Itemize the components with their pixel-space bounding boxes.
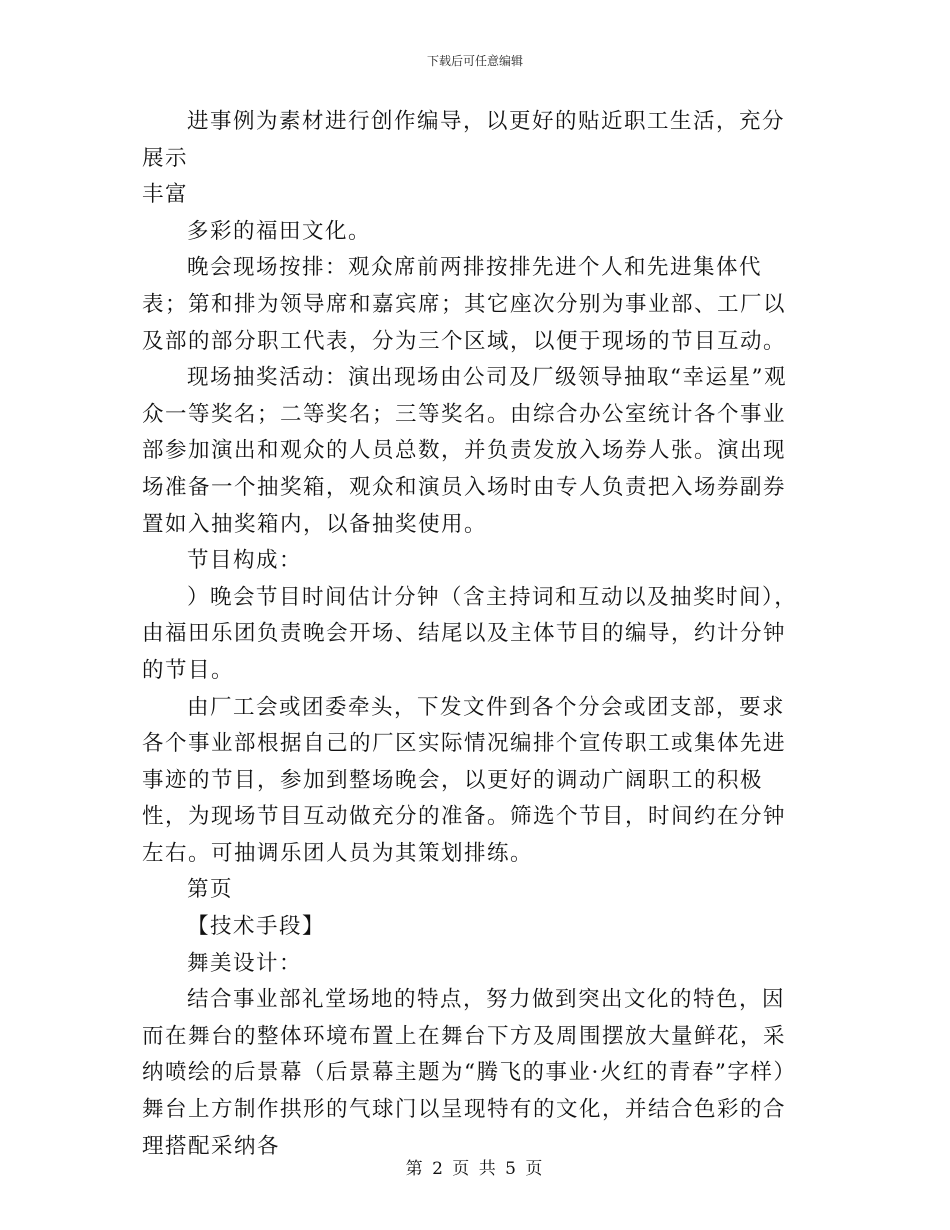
paragraph: 舞美设计： bbox=[187, 950, 303, 976]
header-note: 下载后可任意编辑 bbox=[426, 54, 523, 68]
paragraph: 进事例为素材进行创作编导，以更好的贴近职工生活，充分展示 bbox=[142, 109, 786, 171]
paragraph: 晚会现场按排：观众席前两排按排先进个人和先进集体代表；第和排为领导席和嘉宾席；其它座次分别为事业部、工厂以及部的部分职工代表，分为三个区域，以便于现场的节目互动。 bbox=[142, 255, 787, 354]
document-body bbox=[142, 104, 807, 1165]
paragraph: 现场抽奖活动：演出现场由公司及厂级领导抽取“幸运星”观众一等奖名；二等奖名；三等奖名。由综合办公室统计各个事业部参加演出和观众的人员总数，并负责发放入场券人张。演出现场准备一个抽奖箱，观众和演员入场时由专人负责把入场券副券置如入抽奖箱内，以备抽奖使用。 bbox=[142, 365, 787, 537]
section-heading: 【技术手段】 bbox=[187, 914, 326, 940]
paragraph: ）晚会节目时间估计分钟（含主持词和互动以及抽奖时间），由福田乐团负责晚会开场、结尾以及主体节目的编导，约计分钟的节目。 bbox=[142, 584, 798, 683]
paragraph: 节目构成： bbox=[187, 548, 303, 574]
paragraph: 第页 bbox=[187, 877, 234, 903]
page-footer: 第 2 页 共 5 页 bbox=[405, 1159, 545, 1179]
paragraph: 结合事业部礼堂场地的特点，努力做到突出文化的特色，因而在舞台的整体环境布置上在舞台下方及周围摆放大量鲜花，采纳喷绘的后景幕（后景幕主题为“腾飞的事业·火红的青春”字样）舞台上方制作拱形的气球门以呈现特有的文化，并结合色彩的合理搭配采纳各 bbox=[142, 987, 797, 1159]
paragraph: 丰富 bbox=[142, 182, 189, 208]
paragraph: 多彩的福田文化。 bbox=[187, 218, 372, 244]
paragraph: 由厂工会或团委牵头，下发文件到各个分会或团支部，要求各个事业部根据自己的厂区实际情况编排个宣传职工或集体先进事迹的节目，参加到整场晚会，以更好的调动广阔职工的积极性，为现场节目互动做充分的准备。筛选个节目，时间约在分钟左右。可抽调乐团人员为其策划排练。 bbox=[142, 694, 787, 866]
